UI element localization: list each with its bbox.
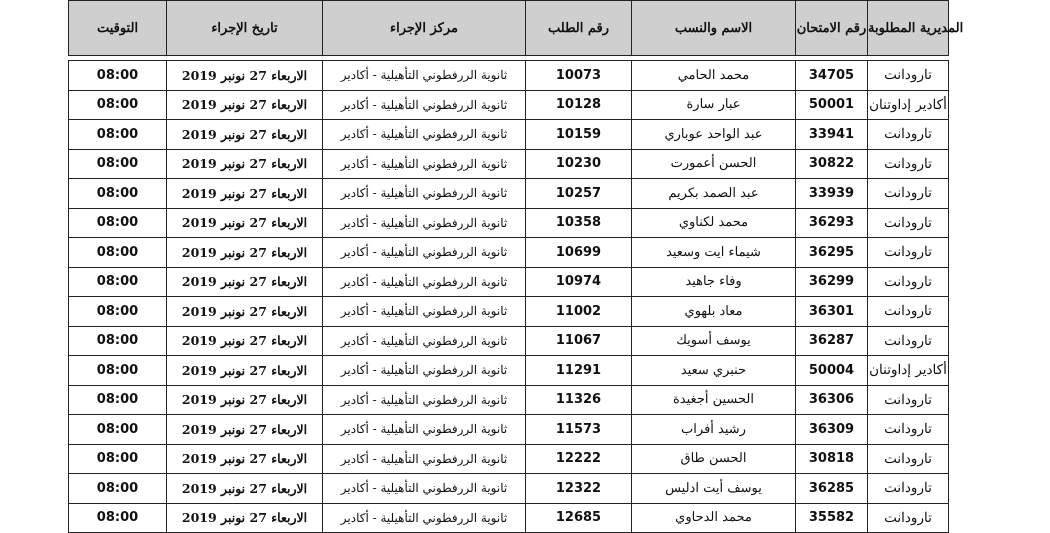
center-cell: ثانوية الررفطوني التأهيلية - أكادير — [323, 444, 526, 474]
request-number-cell: 10358 — [526, 208, 632, 238]
time-cell: 08:00 — [69, 444, 167, 474]
name-cell: شيماء ايت وسعيد — [632, 238, 796, 268]
header-time: التوقيت — [69, 1, 167, 56]
request-number-cell: 10128 — [526, 90, 632, 120]
date-cell: الاربعاء 27 نونبر 2019 — [167, 326, 323, 356]
directorate-cell: تارودانت — [868, 297, 949, 327]
request-number-cell: 12222 — [526, 444, 632, 474]
directorate-cell: أكادير إداوتنان — [868, 90, 949, 120]
directorate-cell: تارودانت — [868, 120, 949, 150]
request-number-cell: 11573 — [526, 415, 632, 445]
center-cell: ثانوية الررفطوني التأهيلية - أكادير — [323, 297, 526, 327]
exam-number-cell: 34705 — [796, 61, 868, 91]
exam-number-cell: 33941 — [796, 120, 868, 150]
date-cell: الاربعاء 27 نونبر 2019 — [167, 415, 323, 445]
time-cell: 08:00 — [69, 267, 167, 297]
request-number-cell: 10073 — [526, 61, 632, 91]
exam-number-cell: 36309 — [796, 415, 868, 445]
directorate-cell: تارودانت — [868, 503, 949, 533]
exam-number-cell: 30822 — [796, 149, 868, 179]
table-row — [69, 444, 949, 474]
table-row — [69, 238, 949, 268]
name-cell: يوسف أسويك — [632, 326, 796, 356]
table-header-row — [69, 1, 949, 56]
center-cell: ثانوية الررفطوني التأهيلية - أكادير — [323, 267, 526, 297]
exam-number-cell: 36295 — [796, 238, 868, 268]
time-cell: 08:00 — [69, 297, 167, 327]
request-number-cell: 12685 — [526, 503, 632, 533]
table-row — [69, 297, 949, 327]
table-row — [69, 356, 949, 386]
date-cell: الاربعاء 27 نونبر 2019 — [167, 474, 323, 504]
time-cell: 08:00 — [69, 120, 167, 150]
exam-number-cell: 36293 — [796, 208, 868, 238]
exam-number-cell: 36306 — [796, 385, 868, 415]
name-cell: يوسف أيت ادليس — [632, 474, 796, 504]
exam-number-cell: 36301 — [796, 297, 868, 327]
date-cell: الاربعاء 27 نونبر 2019 — [167, 238, 323, 268]
exam-number-cell: 36285 — [796, 474, 868, 504]
table-row — [69, 61, 949, 91]
time-cell: 08:00 — [69, 149, 167, 179]
table-row — [69, 208, 949, 238]
center-cell: ثانوية الررفطوني التأهيلية - أكادير — [323, 415, 526, 445]
directorate-cell: تارودانت — [868, 149, 949, 179]
date-cell: الاربعاء 27 نونبر 2019 — [167, 90, 323, 120]
table-row — [69, 149, 949, 179]
name-cell: الحسن طاق — [632, 444, 796, 474]
center-cell: ثانوية الررفطوني التأهيلية - أكادير — [323, 61, 526, 91]
name-cell: عبد الواحد عوباري — [632, 120, 796, 150]
directorate-cell: تارودانت — [868, 208, 949, 238]
table-row — [69, 90, 949, 120]
date-cell: الاربعاء 27 نونبر 2019 — [167, 267, 323, 297]
time-cell: 08:00 — [69, 385, 167, 415]
date-cell: الاربعاء 27 نونبر 2019 — [167, 120, 323, 150]
directorate-cell: تارودانت — [868, 444, 949, 474]
request-number-cell: 10699 — [526, 238, 632, 268]
center-cell: ثانوية الررفطوني التأهيلية - أكادير — [323, 474, 526, 504]
name-cell: عبد الصمد بكريم — [632, 179, 796, 209]
header-request-number: رقم الطلب — [526, 1, 632, 56]
time-cell: 08:00 — [69, 503, 167, 533]
request-number-cell: 11291 — [526, 356, 632, 386]
center-cell: ثانوية الررفطوني التأهيلية - أكادير — [323, 503, 526, 533]
directorate-cell: تارودانت — [868, 238, 949, 268]
request-number-cell: 10257 — [526, 179, 632, 209]
directorate-cell: تارودانت — [868, 385, 949, 415]
name-cell: وفاء جاهيد — [632, 267, 796, 297]
date-cell: الاربعاء 27 نونبر 2019 — [167, 297, 323, 327]
date-cell: الاربعاء 27 نونبر 2019 — [167, 61, 323, 91]
name-cell: حنبري سعيد — [632, 356, 796, 386]
directorate-cell: تارودانت — [868, 61, 949, 91]
directorate-cell: تارودانت — [868, 179, 949, 209]
exam-number-cell: 35582 — [796, 503, 868, 533]
table-row — [69, 267, 949, 297]
exam-number-cell: 50004 — [796, 356, 868, 386]
table-row — [69, 415, 949, 445]
exam-number-cell: 33939 — [796, 179, 868, 209]
time-cell: 08:00 — [69, 238, 167, 268]
date-cell: الاربعاء 27 نونبر 2019 — [167, 149, 323, 179]
center-cell: ثانوية الررفطوني التأهيلية - أكادير — [323, 149, 526, 179]
exam-number-cell: 50001 — [796, 90, 868, 120]
center-cell: ثانوية الررفطوني التأهيلية - أكادير — [323, 356, 526, 386]
center-cell: ثانوية الررفطوني التأهيلية - أكادير — [323, 120, 526, 150]
directorate-cell: أكادير إداوتنان — [868, 356, 949, 386]
header-name: الاسم والنسب — [632, 1, 796, 56]
time-cell: 08:00 — [69, 474, 167, 504]
candidates-table — [68, 0, 964, 533]
center-cell: ثانوية الررفطوني التأهيلية - أكادير — [323, 90, 526, 120]
time-cell: 08:00 — [69, 179, 167, 209]
center-cell: ثانوية الررفطوني التأهيلية - أكادير — [323, 208, 526, 238]
date-cell: الاربعاء 27 نونبر 2019 — [167, 208, 323, 238]
table-row — [69, 385, 949, 415]
center-cell: ثانوية الررفطوني التأهيلية - أكادير — [323, 385, 526, 415]
name-cell: الحسن أعمورت — [632, 149, 796, 179]
time-cell: 08:00 — [69, 326, 167, 356]
header-date: تاريخ الإجراء — [167, 1, 323, 56]
time-cell: 08:00 — [69, 415, 167, 445]
request-number-cell: 10159 — [526, 120, 632, 150]
header-directorate: المديرية المطلوبة — [868, 1, 949, 56]
table-row — [69, 120, 949, 150]
table-row — [69, 474, 949, 504]
exam-number-cell: 30818 — [796, 444, 868, 474]
time-cell: 08:00 — [69, 90, 167, 120]
name-cell: عبار سارة — [632, 90, 796, 120]
request-number-cell: 10230 — [526, 149, 632, 179]
center-cell: ثانوية الررفطوني التأهيلية - أكادير — [323, 238, 526, 268]
date-cell: الاربعاء 27 نونبر 2019 — [167, 385, 323, 415]
date-cell: الاربعاء 27 نونبر 2019 — [167, 503, 323, 533]
date-cell: الاربعاء 27 نونبر 2019 — [167, 356, 323, 386]
request-number-cell: 11067 — [526, 326, 632, 356]
exam-number-cell: 36299 — [796, 267, 868, 297]
directorate-cell: تارودانت — [868, 415, 949, 445]
time-cell: 08:00 — [69, 356, 167, 386]
center-cell: ثانوية الررفطوني التأهيلية - أكادير — [323, 179, 526, 209]
name-cell: محمد الحامي — [632, 61, 796, 91]
date-cell: الاربعاء 27 نونبر 2019 — [167, 444, 323, 474]
name-cell: محمد لكناوي — [632, 208, 796, 238]
request-number-cell: 10974 — [526, 267, 632, 297]
directorate-cell: تارودانت — [868, 474, 949, 504]
center-cell: ثانوية الررفطوني التأهيلية - أكادير — [323, 326, 526, 356]
name-cell: الحسين أجغيدة — [632, 385, 796, 415]
table-row — [69, 179, 949, 209]
request-number-cell: 12322 — [526, 474, 632, 504]
request-number-cell: 11002 — [526, 297, 632, 327]
header-exam-number: رقم الامتحان — [796, 1, 868, 56]
exam-number-cell: 36287 — [796, 326, 868, 356]
directorate-cell: تارودانت — [868, 267, 949, 297]
request-number-cell: 11326 — [526, 385, 632, 415]
table-row — [69, 326, 949, 356]
name-cell: معاد بلهوي — [632, 297, 796, 327]
header-center: مركز الإجراء — [323, 1, 526, 56]
time-cell: 08:00 — [69, 61, 167, 91]
name-cell: محمد الدحاوي — [632, 503, 796, 533]
date-cell: الاربعاء 27 نونبر 2019 — [167, 179, 323, 209]
name-cell: رشيد أفراب — [632, 415, 796, 445]
table-row — [69, 503, 949, 533]
time-cell: 08:00 — [69, 208, 167, 238]
directorate-cell: تارودانت — [868, 326, 949, 356]
